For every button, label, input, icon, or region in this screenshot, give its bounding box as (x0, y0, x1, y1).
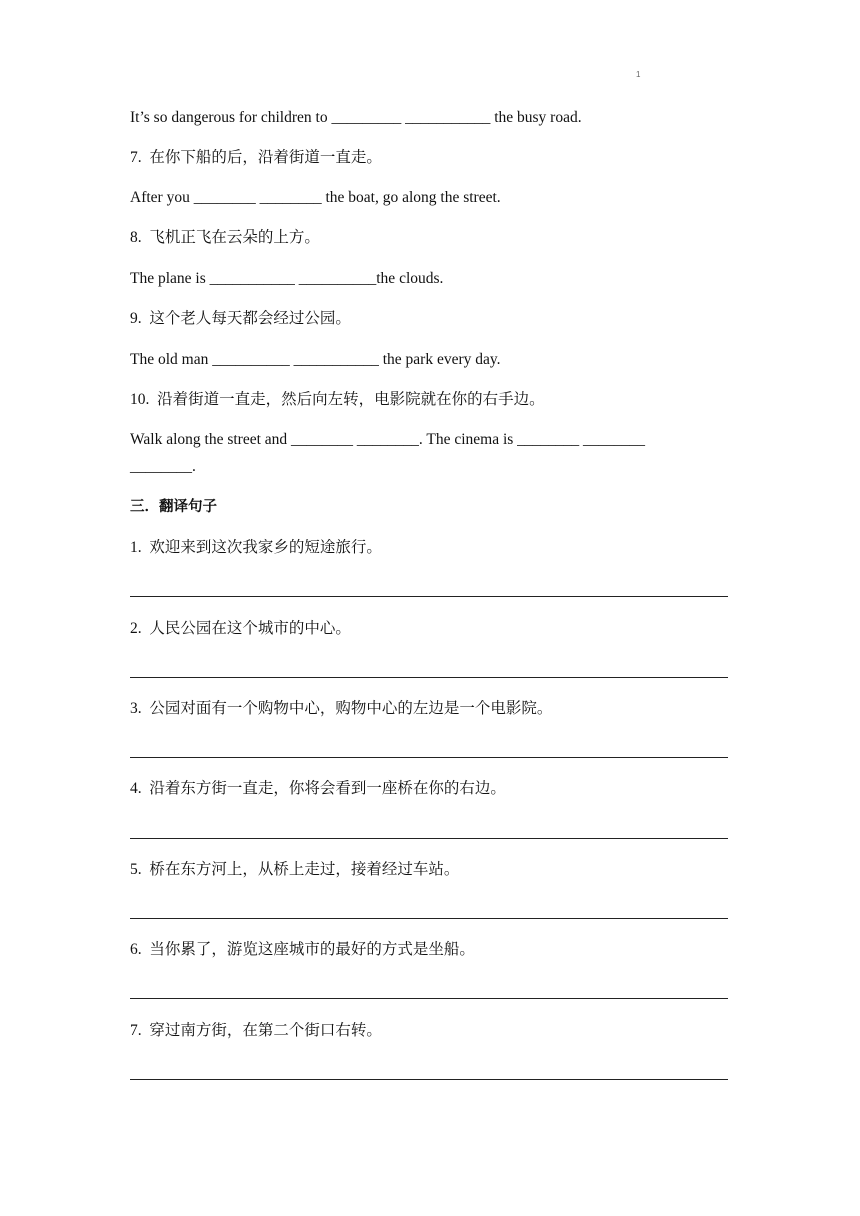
sentence-7-chinese: 7. 在你下船的后，沿着街道一直走。 (130, 149, 382, 166)
translate-item-7: 7. 穿过南方街，在第二个街口右转。 (130, 1022, 382, 1039)
translate-item-1: 1. 欢迎来到这次我家乡的短途旅行。 (130, 539, 382, 556)
answer-line-1 (130, 596, 728, 597)
sentence-9-chinese: 9. 这个老人每天都会经过公园。 (130, 310, 351, 327)
answer-line-3 (130, 757, 728, 758)
answer-line-4 (130, 838, 728, 839)
translate-item-5: 5. 桥在东方河上，从桥上走过，接着经过车站。 (130, 861, 460, 878)
translate-item-2: 2. 人民公园在这个城市的中心。 (130, 620, 351, 637)
translate-item-3: 3. 公园对面有一个购物中心，购物中心的左边是一个电影院。 (130, 700, 553, 717)
section-3-title: 三．翻译句子 (130, 499, 217, 515)
answer-line-5 (130, 918, 728, 919)
page-number-mark: 1 (636, 70, 641, 79)
answer-line-7 (130, 1079, 728, 1080)
sentence-6-english: It’s so dangerous for children to _________ ___________ the busy road. (130, 109, 582, 126)
sentence-9-english: The old man __________ ___________ the park every day. (130, 351, 501, 368)
sentence-10-chinese: 10. 沿着街道一直走，然后向左转，电影院就在你的右手边。 (130, 391, 545, 408)
sentence-8-english: The plane is ___________ __________the clouds. (130, 270, 444, 287)
sentence-8-chinese: 8. 飞机正飞在云朵的上方。 (130, 229, 320, 246)
translate-item-4: 4. 沿着东方街一直走，你将会看到一座桥在你的右边。 (130, 780, 506, 797)
translate-item-6: 6. 当你累了，游览这座城市的最好的方式是坐船。 (130, 941, 475, 958)
sentence-7-english: After you ________ ________ the boat, go along the street. (130, 189, 501, 206)
answer-line-2 (130, 677, 728, 678)
sentence-10-english: Walk along the street and ________ ________. The cinema is ________ ________ (130, 431, 646, 448)
answer-line-6 (130, 998, 728, 999)
sentence-10-english-continued: ________. (130, 458, 196, 475)
